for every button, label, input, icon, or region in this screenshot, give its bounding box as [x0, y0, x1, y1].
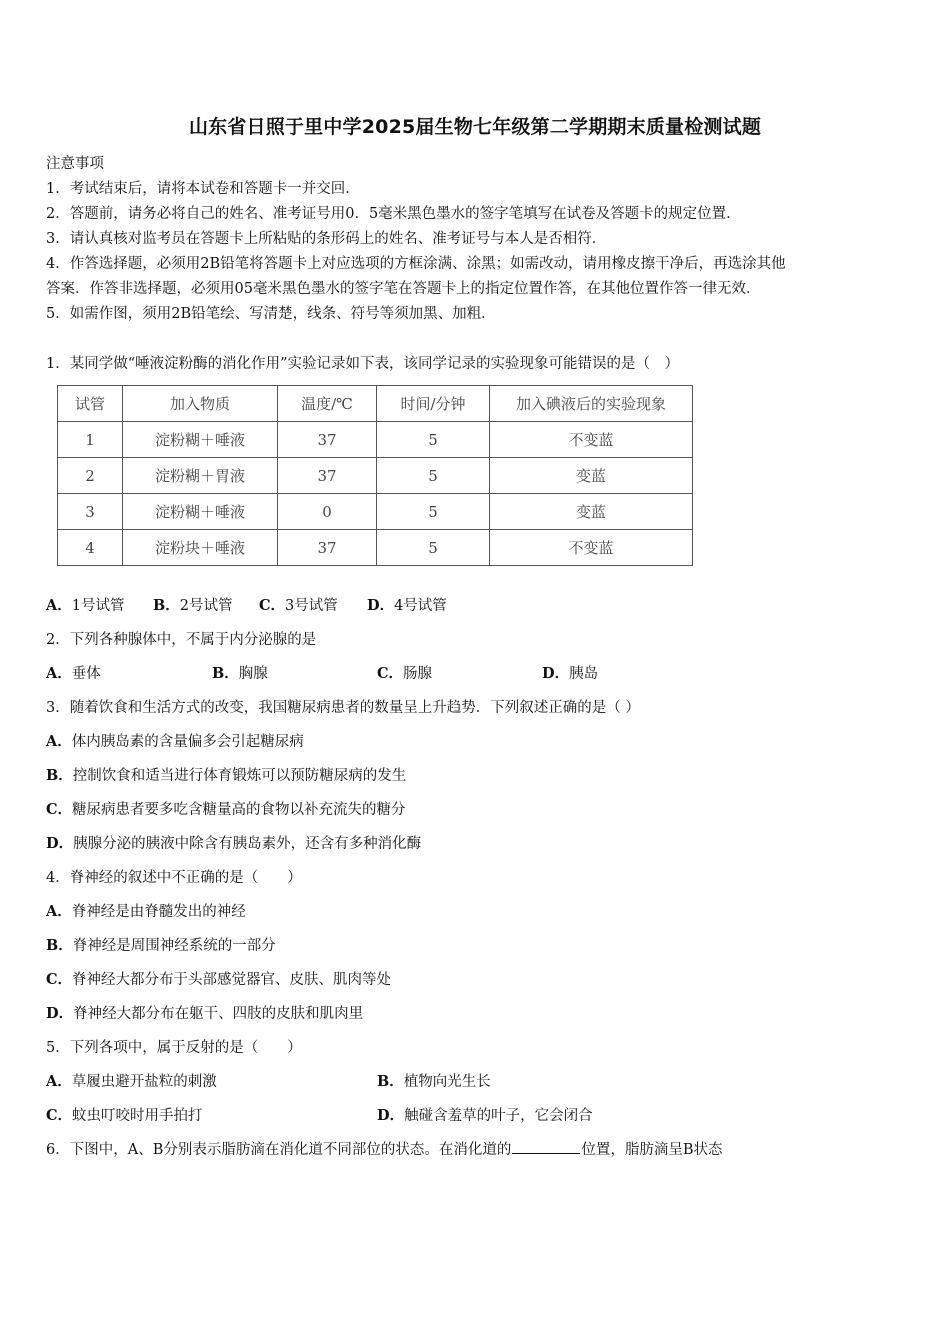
- option-letter: D．: [367, 597, 395, 614]
- option-letter: C．: [46, 801, 73, 818]
- table-cell: 3: [58, 494, 123, 530]
- option-text: 胰岛: [569, 666, 599, 682]
- option-text: 4号试管: [394, 598, 447, 614]
- option-a[interactable]: [46, 730, 304, 751]
- option-letter: C．: [259, 597, 286, 614]
- table-cell: 淀粉糊＋唾液: [123, 494, 278, 530]
- option-b[interactable]: [377, 1070, 491, 1091]
- option-letter: D．: [542, 665, 570, 682]
- option-letter: C．: [46, 971, 73, 988]
- table-cell: 5: [377, 494, 490, 530]
- option-letter: D．: [46, 1005, 74, 1022]
- table-cell: 不变蓝: [490, 530, 693, 566]
- option-text: 3号试管: [285, 598, 338, 614]
- option-letter: B．: [377, 1073, 404, 1090]
- option-letter: B．: [46, 937, 73, 954]
- option-letter: B．: [212, 665, 239, 682]
- option-letter: D．: [46, 835, 74, 852]
- option-a[interactable]: [46, 662, 101, 683]
- question-6-stem-after: 位置，脂肪滴呈B状态: [581, 1142, 723, 1158]
- table-header-cell: 加入碘液后的实验现象: [490, 386, 693, 422]
- option-text: 体内胰岛素的含量偏多会引起糖尿病: [71, 734, 304, 750]
- option-b[interactable]: [46, 934, 276, 955]
- table-cell: 2: [58, 458, 123, 494]
- option-letter: B．: [153, 597, 180, 614]
- option-letter: D．: [377, 1107, 405, 1124]
- question-5-stem: 5．下列各项中，属于反射的是（ ）: [46, 1040, 302, 1056]
- option-c[interactable]: [46, 798, 406, 819]
- table-header-cell: 温度/℃: [278, 386, 377, 422]
- question-6-stem-before: 6．下图中，A、B分别表示脂肪滴在消化道不同部位的状态。在消化道的: [46, 1142, 512, 1158]
- table-row: [58, 494, 693, 530]
- notice-item: 4．作答选择题，必须用2B铅笔将答题卡上对应选项的方框涂满、涂黑；如需改动，请用橡皮擦干净后，再选涂其他: [46, 256, 786, 272]
- table-cell: 变蓝: [490, 458, 693, 494]
- option-text: 脊神经是由脊髓发出的神经: [71, 904, 246, 920]
- notice-item: 5．如需作图，须用2B铅笔绘、写清楚，线条、符号等须加黑、加粗．: [46, 306, 496, 322]
- option-letter: A．: [46, 1073, 72, 1090]
- option-text: 胸腺: [238, 666, 268, 682]
- option-letter: A．: [46, 665, 72, 682]
- question-2-stem: 2．下列各种腺体中，不属于内分泌腺的是: [46, 632, 317, 648]
- option-text: 2号试管: [179, 598, 233, 614]
- notice-item: 1．考试结束后，请将本试卷和答题卡一并交回．: [46, 181, 360, 197]
- option-text: 脊神经是周围神经系统的一部分: [72, 938, 276, 954]
- notice-item: 3．请认真核对监考员在答题卡上所粘贴的条形码上的姓名、准考证号与本人是否相符．: [46, 231, 607, 247]
- table-cell: 5: [377, 458, 490, 494]
- option-text: 垂体: [71, 666, 101, 682]
- table-header-cell: 时间/分钟: [377, 386, 490, 422]
- notice-item: 答案．作答非选择题，必须用05毫米黑色墨水的签字笔在答题卡上的指定位置作答，在其他位置作答一律无效．: [46, 281, 761, 297]
- table-row: [58, 458, 693, 494]
- option-text: 肠腺: [403, 666, 433, 682]
- question-4-stem: 4．脊神经的叙述中不正确的是（ ）: [46, 870, 302, 886]
- answer-blank[interactable]: [512, 1141, 580, 1154]
- option-text: 控制饮食和适当进行体育锻炼可以预防糖尿病的发生: [72, 768, 407, 784]
- option-b[interactable]: [153, 594, 233, 615]
- option-text: 蚊虫叮咬时用手拍打: [72, 1108, 203, 1124]
- table-cell: 37: [278, 458, 377, 494]
- table-header-row: [58, 386, 693, 422]
- option-letter: C．: [377, 665, 404, 682]
- table-header-cell: 加入物质: [123, 386, 278, 422]
- option-letter: A．: [46, 903, 72, 920]
- option-c[interactable]: [46, 1104, 203, 1125]
- option-d[interactable]: [46, 832, 421, 853]
- option-a[interactable]: [46, 594, 125, 615]
- question-6-stem: [46, 1138, 723, 1159]
- option-text: 脊神经大都分布于头部感觉器官、皮肤、肌肉等处: [72, 972, 392, 988]
- question-3-stem: 3．随着饮食和生活方式的改变，我国糖尿病患者的数量呈上升趋势．下列叙述正确的是（ ）: [46, 700, 640, 716]
- table-cell: 5: [377, 422, 490, 458]
- option-letter: C．: [46, 1107, 73, 1124]
- option-a[interactable]: [46, 900, 246, 921]
- table-row: [58, 422, 693, 458]
- option-b[interactable]: [46, 764, 406, 785]
- option-d[interactable]: [46, 1002, 363, 1023]
- option-text: 草履虫避开盐粒的刺激: [71, 1074, 217, 1090]
- option-d[interactable]: [367, 594, 447, 615]
- experiment-table: [57, 385, 693, 566]
- option-text: 植物向光生长: [403, 1074, 491, 1090]
- table-cell: 淀粉块＋唾液: [123, 530, 278, 566]
- table-cell: 0: [278, 494, 377, 530]
- table-cell: 37: [278, 530, 377, 566]
- option-letter: A．: [46, 733, 72, 750]
- table-cell: 4: [58, 530, 123, 566]
- option-text: 糖尿病患者要多吃含糖量高的食物以补充流失的糖分: [72, 802, 406, 818]
- option-d[interactable]: [542, 662, 598, 683]
- question-1-stem: 1．某同学做“唾液淀粉酶的消化作用”实验记录如下表，该同学记录的实验现象可能错误的是（ ）: [46, 356, 680, 372]
- option-a[interactable]: [46, 1070, 217, 1091]
- table-cell: 5: [377, 530, 490, 566]
- table-cell: 变蓝: [490, 494, 693, 530]
- table-header-cell: 试管: [58, 386, 123, 422]
- table-cell: 1: [58, 422, 123, 458]
- notice-heading: 注意事项: [46, 156, 104, 172]
- table-cell: 不变蓝: [490, 422, 693, 458]
- exam-title: 山东省日照于里中学2025届生物七年级第二学期期末质量检测试题: [188, 116, 762, 138]
- option-letter: A．: [46, 597, 72, 614]
- table-row: [58, 530, 693, 566]
- option-c[interactable]: [377, 662, 432, 683]
- option-text: 胰腺分泌的胰液中除含有胰岛素外，还含有多种消化酶: [73, 836, 422, 852]
- option-text: 脊神经大都分布在躯干、四肢的皮肤和肌肉里: [73, 1006, 364, 1022]
- option-text: 触碰含羞草的叶子，它会闭合: [404, 1108, 593, 1124]
- table-cell: 37: [278, 422, 377, 458]
- option-c[interactable]: [259, 594, 338, 615]
- option-d[interactable]: [377, 1104, 593, 1125]
- notice-item: 2．答题前，请务必将自己的姓名、准考证号用0．5毫米黑色墨水的签字笔填写在试卷及答题卡的规定位置．: [46, 206, 741, 222]
- option-c[interactable]: [46, 968, 391, 989]
- option-letter: B．: [46, 767, 73, 784]
- option-b[interactable]: [212, 662, 268, 683]
- table-cell: 淀粉糊＋唾液: [123, 422, 278, 458]
- table-cell: 淀粉糊＋胃液: [123, 458, 278, 494]
- option-text: 1号试管: [71, 598, 125, 614]
